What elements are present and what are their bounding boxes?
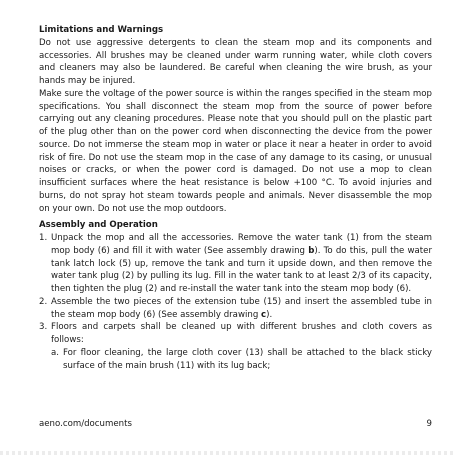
limitations-paragraph-power: Make sure the voltage of the power source is within the ranges specified in the steam mop specifications. You shall disconnect the steam mop from the source of power before carrying out any cleaning procedures. Please note that you should pull on the plastic part of the plug other than on the power cord when disconnecting the device from the power source. Do not immerse the steam mop in water or place it near a heater in order to avoid risk of fire. Do not use the steam mop in the case of any damage to its casing, or unusual noises or cracks, or when the power cord is damaged. Do not use a mop to clean insufficient surfaces where the heat resistance is below +100 °C. To avoid injuries and burns, do not spray hot steam towards people and animals. Never disassemble the mop on your own. Do not use the mop outdoors. <box>39 88 432 214</box>
assembly-steps <box>39 232 432 347</box>
assembly-heading: Assembly and Operation <box>39 220 158 231</box>
assembly-substep-a <box>39 347 432 373</box>
substep-letter: a. <box>51 347 59 358</box>
page-number: 9 <box>426 419 432 429</box>
step-text: Unpack the mop and all the accessories. Remove the water tank (1) from the steam mop body (6) and fill it with water (See assembly drawing <box>51 233 432 256</box>
drawing-ref: c <box>261 309 267 320</box>
step-text-end: ). To do this, pull the water tank latch lock (5) up, remove the tank and turn it upside down, and then remove the water tank plug (2) by pulling its lug. Fill in the water tank to at least 2/3 of its capacity, then tighten the plug (2) and re-install the water tank into the steam mop body (6). <box>51 245 432 294</box>
step-text: Floors and carpets shall be cleaned up with different brushes and cloth covers as follows: <box>51 322 432 345</box>
document-page <box>39 24 432 372</box>
assembly-step-3 <box>39 321 432 347</box>
assembly-step-2 <box>39 296 432 322</box>
step-text: Assemble the two pieces of the extension tube (15) and insert the assembled tube in the steam mop body (6) (See assembly drawing <box>51 296 432 320</box>
step-text-end: ). <box>266 309 273 320</box>
footer-url: aeno.com/documents <box>39 419 132 429</box>
drawing-ref: b <box>308 245 315 256</box>
step-number: 3. <box>39 322 48 333</box>
limitations-paragraph-cleaning: Do not use aggressive detergents to clean the steam mop and its components and accessories. All brushes may be cleaned under warm running water, while cloth covers and cleaners may also be laundered. Be careful when cleaning the wire brush, as your hands may be injured. <box>39 37 432 86</box>
step-number: 2. <box>39 296 48 307</box>
bottom-edge-strip <box>0 451 455 455</box>
step-number: 1. <box>39 233 48 243</box>
substep-text: For floor cleaning, the large cloth cover (13) shall be attached to the black sticky surface of the main brush (11) with its lug back; <box>63 347 432 371</box>
assembly-step-1 <box>39 232 432 296</box>
limitations-heading: Limitations and Warnings <box>39 25 164 35</box>
